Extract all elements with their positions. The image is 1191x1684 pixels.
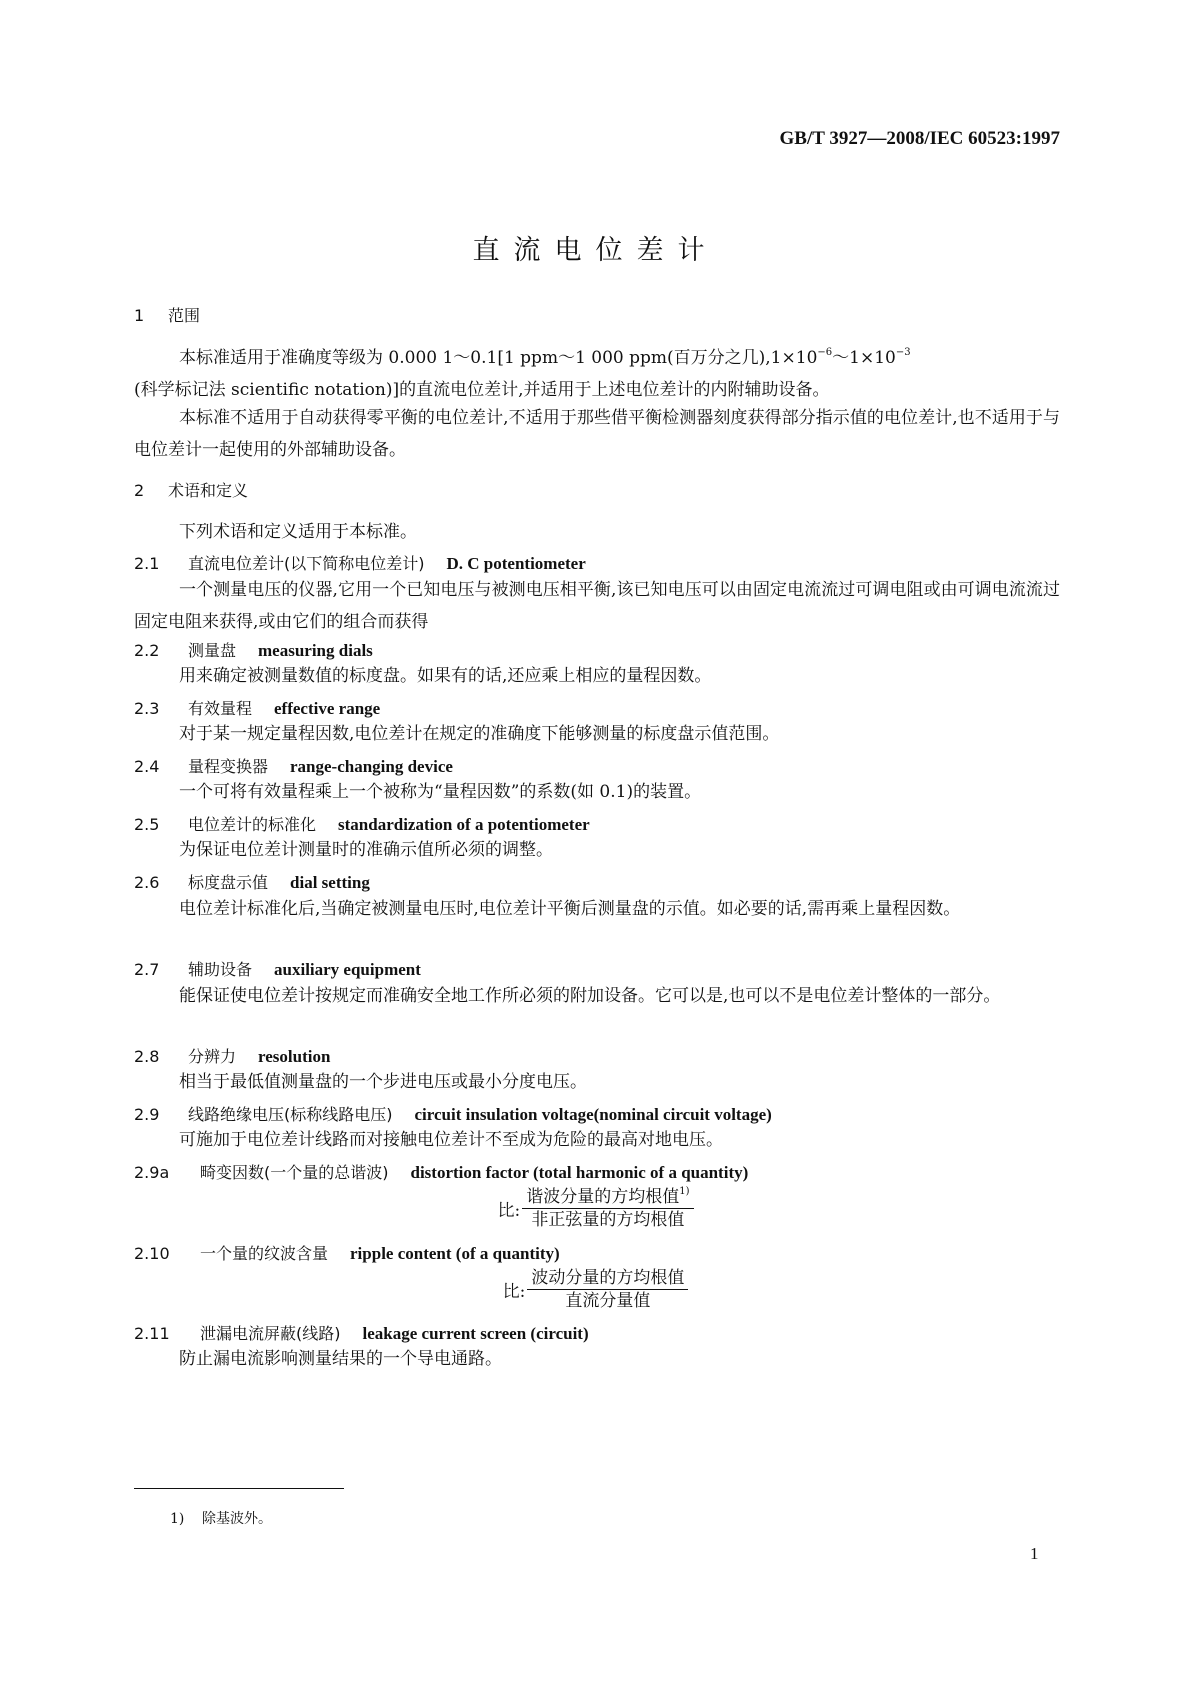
term-2-11-definition: 防止漏电流影响测量结果的一个导电通路。 [179, 1349, 502, 1369]
term-2-1-definition: 一个测量电压的仪器,它用一个已知电压与被测电压相平衡,该已知电压可以由固定电流流过可调电阻或由可调电流流过固定电阻来获得,或由它们的组合而获得 [134, 580, 1060, 632]
section-1-paragraph-2: 本标准不适用于自动获得零平衡的电位差计,不适用于那些借平衡检测器刻度获得部分指示值的电位差计,也不适用于与电位差计一起使用的外部辅助设备。 [134, 408, 1060, 460]
section-2-heading [134, 478, 248, 501]
formula-denominator: 直流分量值 [565, 1291, 651, 1311]
term-2-1-heading: 2.1 直流电位差计(以下简称电位差计) D. C potentiometer [134, 554, 586, 573]
term-2-7-definition: 能保证使电位差计按规定而准确安全地工作所必须的附加设备。它可以是,也可以不是电位差计整体的一部分。 [179, 986, 1001, 1006]
footnote-divider [134, 1488, 344, 1489]
section-number: 2 [134, 481, 145, 500]
footnote: 1) 除基波外。 [170, 1511, 272, 1527]
section-2-intro: 下列术语和定义适用于本标准。 [179, 522, 417, 542]
term-2-2-definition: 用来确定被测量数值的标度盘。如果有的话,还应乘上相应的量程因数。 [179, 666, 712, 686]
section-1-paragraph-1: 本标准适用于准确度等级为 0.000 1～0.1[1 ppm～1 000 ppm(百万分之几)$,1\times 10^{-6}\sim 1\times 10^{-3}$ (科学标记法 scientific notation)]的直流电位差计,并适用于上述电位差计的内附辅助设备。 [134, 347, 911, 400]
term-2-4-heading: 2.4 量程变换器 range-changing device [134, 757, 453, 776]
term-2-10-heading: 2.10 一个量的纹波含量 ripple content (of a quantity) [134, 1244, 560, 1263]
term-2-6-definition: 电位差计标准化后,当确定被测量电压时,电位差计平衡后测量盘的示值。如必要的话,需再乘上量程因数。 [179, 899, 961, 919]
formula-denominator: 非正弦量的方均根值 [531, 1210, 685, 1230]
formula-numerator: 谐波分量的方均根值 [526, 1187, 680, 1207]
document-title: 直流电位差计 [472, 235, 719, 266]
term-2-5-definition: 为保证电位差计测量时的准确示值所必须的调整。 [179, 840, 553, 860]
footnote-ref: 1) [679, 1186, 690, 1197]
section-title: 术语和定义 [168, 481, 249, 500]
term-2-9-definition: 可施加于电位差计线路而对接触电位差计不至成为危险的最高对地电压。 [179, 1130, 723, 1150]
distortion-factor-formula: 比: $\frac{谐波分量的方均根值^{1)}}{\text{非正弦量的方均根值}}$ [0, 1186, 1191, 1231]
term-2-9-heading: 2.9 线路绝缘电压(标称线路电压) circuit insulation voltage(nominal circuit voltage) [134, 1105, 772, 1124]
term-2-3-definition: 对于某一规定量程因数,电位差计在规定的准确度下能够测量的标度盘示值范围。 [179, 724, 780, 744]
term-2-7-heading: 2.7 辅助设备 auxiliary equipment [134, 960, 421, 979]
section-1-heading [134, 303, 200, 326]
term-2-6-heading: 2.6 标度盘示值 dial setting [134, 873, 370, 892]
term-2-5-heading: 2.5 电位差计的标准化 standardization of a potentiometer [134, 815, 590, 834]
section-title: 范围 [168, 306, 201, 325]
term-2-9a-heading: 2.9a 畸变因数(一个量的总谐波) distortion factor (total harmonic of a quantity) [134, 1163, 749, 1182]
term-2-2-heading: 2.2 测量盘 measuring dials [134, 641, 373, 660]
page-number: 1 [1030, 1544, 1039, 1563]
term-2-11-heading: 2.11 泄漏电流屏蔽(线路) leakage current screen (circuit) [134, 1324, 589, 1343]
term-2-3-heading: 2.3 有效量程 effective range [134, 699, 381, 718]
section-number: 1 [134, 306, 145, 325]
document-code-header: GB/T 3927—2008/IEC 60523:1997 [779, 128, 1060, 149]
term-2-8-heading: 2.8 分辨力 resolution [134, 1047, 331, 1066]
ripple-content-formula: 比: $\frac{\text{波动分量的方均根值}}{\text{直流分量值}}$ [0, 1267, 1191, 1312]
term-2-8-definition: 相当于最低值测量盘的一个步进电压或最小分度电压。 [179, 1072, 587, 1092]
formula-numerator: 波动分量的方均根值 [527, 1267, 688, 1290]
term-2-4-definition: 一个可将有效量程乘上一个被称为“量程因数”的系数(如 0.1)的装置。 [179, 782, 702, 802]
